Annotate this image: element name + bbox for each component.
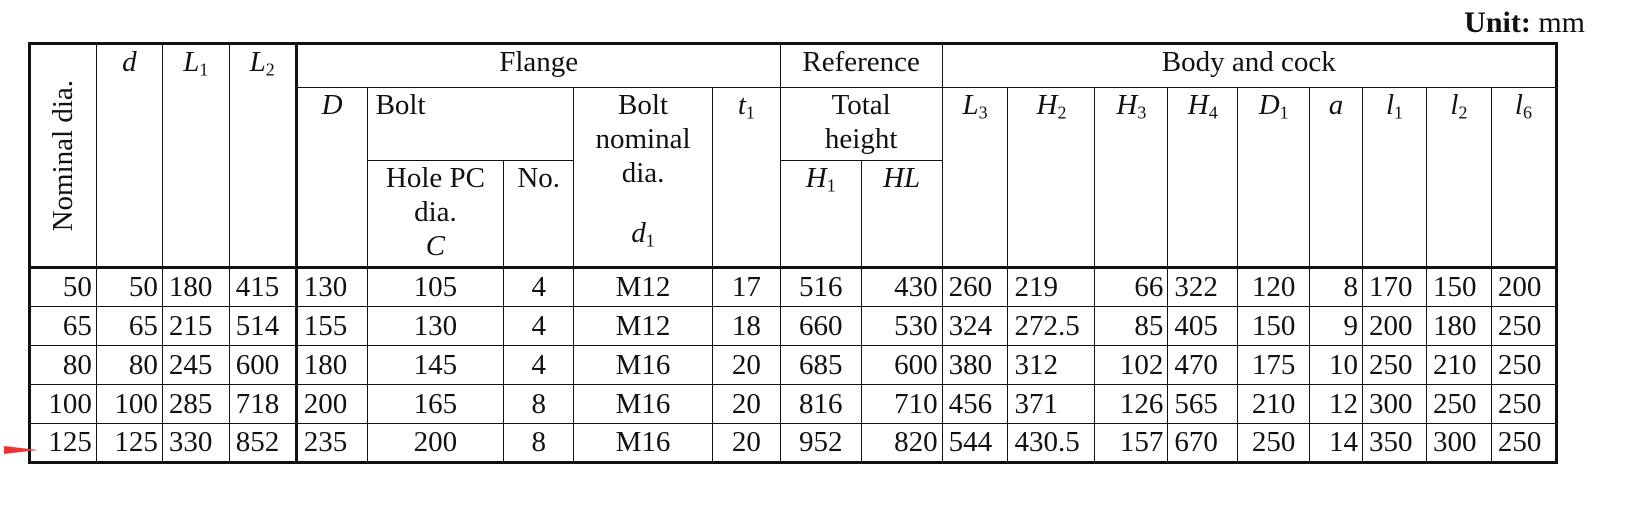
header-L2-sub: 2 [265, 59, 275, 80]
cell: 415 [229, 268, 296, 307]
cell: 155 [296, 307, 367, 346]
header-L3-base: L [962, 89, 979, 121]
header-H3-base: H [1116, 89, 1138, 121]
cell: 250 [1491, 385, 1556, 424]
cell: 685 [780, 346, 861, 385]
cell: 170 [1363, 268, 1427, 307]
cell: M16 [574, 424, 713, 463]
cell: 145 [367, 346, 504, 385]
header-t1-sub: 1 [745, 102, 755, 123]
table-row [30, 424, 1557, 463]
cell: 210 [1426, 346, 1491, 385]
cell: 85 [1095, 307, 1168, 346]
header-no: No. [504, 161, 574, 268]
cell: 250 [1363, 346, 1427, 385]
cell: 125 [96, 424, 162, 463]
header-L2-base: L [249, 46, 266, 78]
header-L1-base: L [183, 46, 200, 78]
table-row [30, 385, 1557, 424]
cell: 250 [1426, 385, 1491, 424]
header-H2-base: H [1036, 89, 1058, 121]
header-H3-sub: 3 [1137, 102, 1147, 123]
cell: 200 [1363, 307, 1427, 346]
cell: 130 [367, 307, 504, 346]
cell: 4 [504, 346, 574, 385]
header-hole-pc-dia [367, 161, 504, 268]
cell: 210 [1238, 385, 1310, 424]
header-flange: Flange [296, 44, 780, 88]
cell: 371 [1008, 385, 1095, 424]
cell: 4 [504, 268, 574, 307]
cell: 157 [1095, 424, 1168, 463]
cell: 350 [1363, 424, 1427, 463]
header-L3-sub: 3 [978, 102, 988, 123]
header-H4-base: H [1187, 89, 1209, 121]
cell: 250 [1491, 424, 1556, 463]
cell: 18 [712, 307, 780, 346]
header-total-height [780, 88, 942, 161]
table-row [30, 307, 1557, 346]
cell: 180 [162, 268, 229, 307]
cell: M12 [574, 268, 713, 307]
header-H1-base: H [805, 162, 827, 194]
header-d: d [96, 44, 162, 268]
header-L1 [162, 44, 229, 268]
cell: 200 [367, 424, 504, 463]
header-nominal-dia-text: Nominal dia. [47, 79, 80, 232]
cell: 380 [942, 346, 1008, 385]
cell: 150 [1426, 268, 1491, 307]
cell: 565 [1168, 385, 1238, 424]
cell: 65 [96, 307, 162, 346]
header-l2-base: l [1450, 89, 1459, 121]
cell: 10 [1310, 346, 1363, 385]
cell: 20 [712, 346, 780, 385]
header-l1 [1363, 88, 1427, 268]
header-l1-sub: 1 [1394, 102, 1403, 123]
header-t1-base: t [737, 89, 746, 121]
cell: 600 [229, 346, 296, 385]
cell: 102 [1095, 346, 1168, 385]
header-D1-base: D [1258, 89, 1280, 121]
cell: 710 [861, 385, 942, 424]
cell: 456 [942, 385, 1008, 424]
header-D1-sub: 1 [1279, 102, 1289, 123]
cell: 324 [942, 307, 1008, 346]
cell: 530 [861, 307, 942, 346]
cell: 660 [780, 307, 861, 346]
header-l2 [1426, 88, 1491, 268]
cell: 516 [780, 268, 861, 307]
cell: 66 [1095, 268, 1168, 307]
cell: 12 [1310, 385, 1363, 424]
header-body-and-cock: Body and cock [942, 44, 1556, 88]
header-H4-sub: 4 [1208, 102, 1218, 123]
cell: 245 [162, 346, 229, 385]
header-nominal-dia [30, 44, 97, 268]
header-H2-sub: 2 [1057, 102, 1067, 123]
cell: 718 [229, 385, 296, 424]
cell: 100 [96, 385, 162, 424]
cell: 180 [1426, 307, 1491, 346]
cell: 150 [1238, 307, 1310, 346]
cell: 219 [1008, 268, 1095, 307]
header-a: a [1310, 88, 1363, 268]
cell: 8 [1310, 268, 1363, 307]
cell: 20 [712, 424, 780, 463]
cell: 80 [30, 346, 97, 385]
header-hole-pc-line2: dia. [414, 196, 457, 228]
header-l6-sub: 6 [1522, 102, 1532, 123]
cell: 100 [30, 385, 97, 424]
header-hole-pc-line3: C [425, 230, 446, 262]
cell: 215 [162, 307, 229, 346]
cell: 20 [712, 385, 780, 424]
cell: 544 [942, 424, 1008, 463]
cell: 50 [96, 268, 162, 307]
header-total-height-line2: height [824, 123, 898, 155]
dimension-table [28, 42, 1558, 464]
cell: 235 [296, 424, 367, 463]
unit-label: Unit: [1464, 6, 1531, 39]
cell: 126 [1095, 385, 1168, 424]
header-l6-base: l [1514, 89, 1523, 121]
cell: 200 [296, 385, 367, 424]
cell: 250 [1491, 307, 1556, 346]
header-reference: Reference [780, 44, 942, 88]
cell: 312 [1008, 346, 1095, 385]
cell: 430.5 [1008, 424, 1095, 463]
cell: 120 [1238, 268, 1310, 307]
header-L2 [229, 44, 296, 268]
header-H1 [780, 161, 861, 268]
header-bolt-nominal-line1: Bolt [618, 89, 669, 121]
header-l6 [1491, 88, 1556, 268]
cell: 272.5 [1008, 307, 1095, 346]
cell: 430 [861, 268, 942, 307]
header-bolt-nominal-dia [574, 88, 713, 268]
cell: 820 [861, 424, 942, 463]
header-bolt-nominal-line2: nominal [595, 123, 691, 155]
red-pointer-marker [4, 446, 38, 454]
cell: 65 [30, 307, 97, 346]
header-L1-sub: 1 [199, 59, 209, 80]
cell: 260 [942, 268, 1008, 307]
cell: 250 [1238, 424, 1310, 463]
cell: 175 [1238, 346, 1310, 385]
header-HL: HL [861, 161, 942, 268]
cell: 9 [1310, 307, 1363, 346]
header-d1-base: d [631, 217, 646, 249]
unit-value: mm [1538, 6, 1585, 39]
header-bolt: Bolt [367, 88, 574, 161]
cell: 514 [229, 307, 296, 346]
cell: 105 [367, 268, 504, 307]
unit-note [1464, 6, 1585, 40]
cell: 816 [780, 385, 861, 424]
header-H3 [1095, 88, 1168, 268]
header-bolt-nominal-line3: dia. [621, 157, 665, 189]
cell: 165 [367, 385, 504, 424]
cell: 14 [1310, 424, 1363, 463]
cell: 250 [1491, 346, 1556, 385]
cell: 8 [504, 385, 574, 424]
header-t1 [712, 88, 780, 268]
cell: 8 [504, 424, 574, 463]
header-d1-sub: 1 [645, 230, 655, 251]
cell: 330 [162, 424, 229, 463]
header-l1-base: l [1385, 89, 1394, 121]
table-row [30, 346, 1557, 385]
cell: 200 [1491, 268, 1556, 307]
cell: M12 [574, 307, 713, 346]
cell: 80 [96, 346, 162, 385]
header-hole-pc-line1: Hole PC [385, 162, 485, 194]
cell: 285 [162, 385, 229, 424]
cell: M16 [574, 385, 713, 424]
cell: 125 [30, 424, 97, 463]
cell: 17 [712, 268, 780, 307]
header-D1 [1238, 88, 1310, 268]
cell: 405 [1168, 307, 1238, 346]
cell: 300 [1363, 385, 1427, 424]
cell: 470 [1168, 346, 1238, 385]
cell: 130 [296, 268, 367, 307]
cell: 4 [504, 307, 574, 346]
table-row [30, 268, 1557, 307]
cell: 180 [296, 346, 367, 385]
cell: 852 [229, 424, 296, 463]
header-H2 [1008, 88, 1095, 268]
cell: M16 [574, 346, 713, 385]
header-l2-sub: 2 [1458, 102, 1468, 123]
header-H1-sub: 1 [826, 175, 836, 196]
header-L3 [942, 88, 1008, 268]
header-D: D [296, 88, 367, 268]
header-H4 [1168, 88, 1238, 268]
header-total-height-line1: Total [831, 89, 891, 121]
cell: 952 [780, 424, 861, 463]
cell: 600 [861, 346, 942, 385]
cell: 322 [1168, 268, 1238, 307]
cell: 300 [1426, 424, 1491, 463]
cell: 670 [1168, 424, 1238, 463]
cell: 50 [30, 268, 97, 307]
